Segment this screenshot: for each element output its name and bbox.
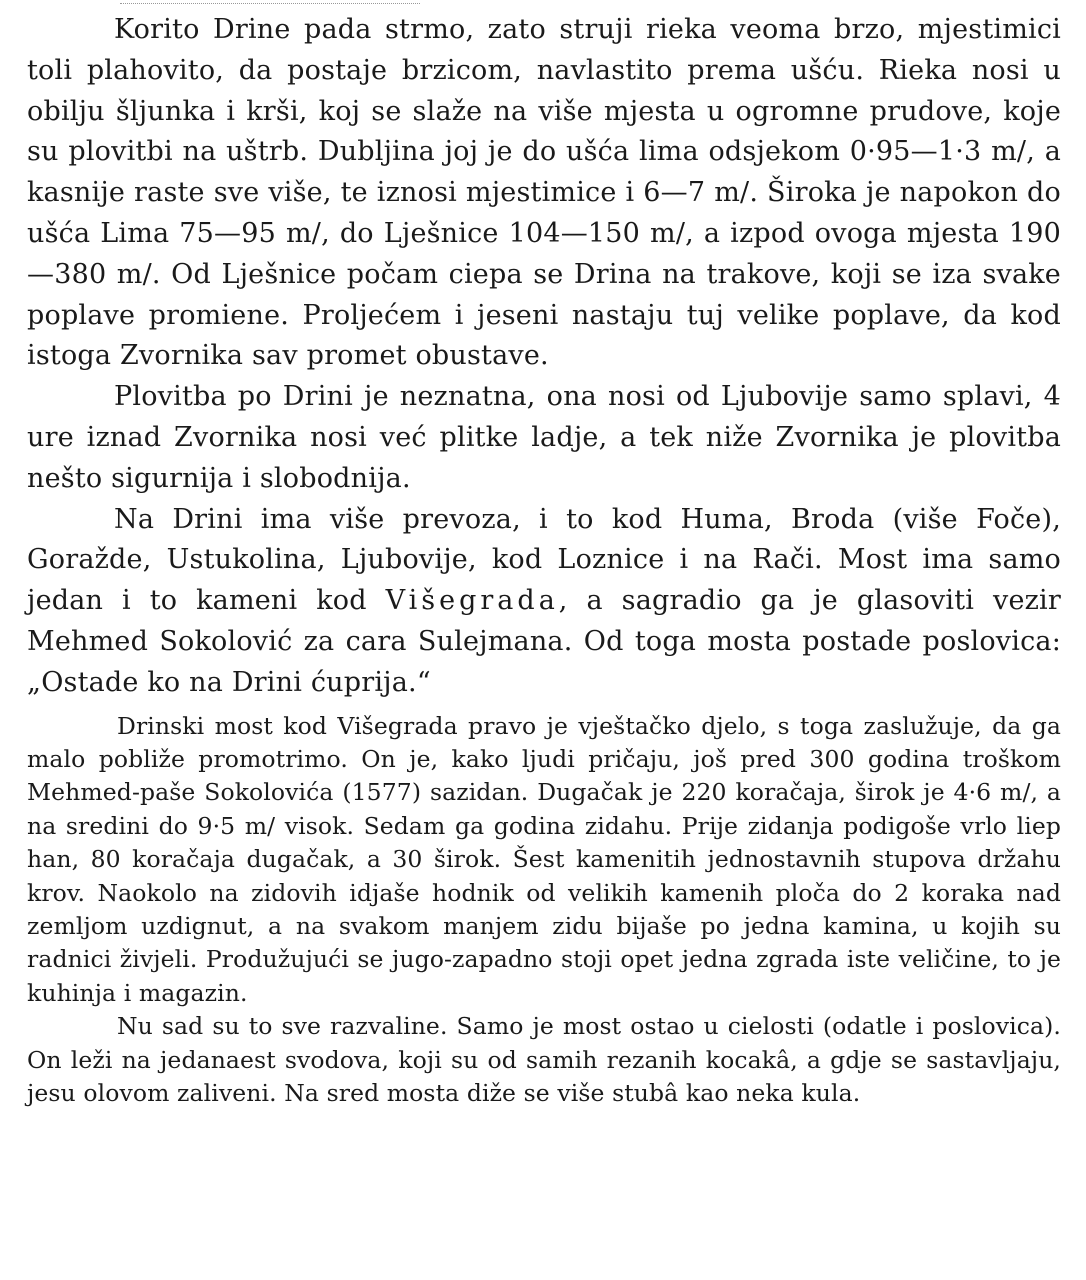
- paragraph-crossings: [27, 500, 1061, 704]
- paragraph-navigation: Plovitba po Drini je neznatna, ona nosi od Ljubovije samo splavi, 4 ure iznad Zvornika nosi već plitke ladje, a tek niže Zvornika je plovitba nešto sigurnija i slobodnija.: [27, 381, 1061, 494]
- paragraph-ruins: Nu sad su to sve razvaline. Samo je most ostao u cielosti (odatle i poslovica). On leži na jedanaest svodova, koji su od samih rezanih kocakâ, a gdje se sastavljaju, jesu olovom zaliveni. Na sred mosta diže se više stubâ kao neka kula.: [27, 1012, 1061, 1108]
- cropped-previous-line: [120, 0, 420, 4]
- paragraph-drina-riverbed: Korito Drine pada strmo, zato struji rieka veoma brzo, mjestimici toli plahovito, da postaje brzicom, navlastito prema ušću. Rieka nosi u obilju šljunka i krši, koj se slaže na više mjesta u ogromne prudove, koje su plovitbi na uštrb. Dubljina joj je do ušća lima odsjekom 0·95—1·3 m/, a kasnije raste sve više, te iznosi mjestimice i 6—7 m/. Široka je napokon do ušća Lima 75—95 m/, do Lješnice 104—150 m/, a izpod ovoga mjesta 190—380 m/. Od Lješnice počam ciepa se Drina na trakove, koji se iza svake poplave promiene. Proljećem i jeseni nastaju tuj velike poplave, da kod istoga Zvornika sav promet obustave.: [27, 14, 1061, 372]
- paragraph-bridge-description: Drinski most kod Višegrada pravo je vještačko djelo, s toga zaslužuje, da ga malo pobliže promotrimo. On je, kako ljudi pričaju, još pred 300 godina troškom Mehmed-paše Sokolovića (1577) sazidan. Dugačak je 220 koračaja, širok je 4·6 m/, a na sredini do 9·5 m/ visok. Sedam ga godina zidahu. Prije zidanja podigoše vrlo liep han, 80 koračaja dugačak, a 30 širok. Šest kamenitih jednostavnih stupova držahu krov. Naokolo na zidovih idjaše hodnik od velikih kamenih ploča do 2 koraka nad zemljom uzdignut, a na svakom manjem zidu bijaše po jedna kamina, u kojih su radnici živjeli. Produžujući se jugo-zapadno stoji opet jedna zgrada iste veličine, to je kuhinja i magazin.: [27, 711, 1061, 1007]
- document-body: [27, 10, 1061, 1110]
- visegrad-spaced-word: Višegrada: [385, 585, 559, 617]
- crossings-text-after: , a sagradio ga je glasoviti vezir Mehmed Sokolović za cara Sulejmana. Od toga mosta postade poslovica: „Ostade ko na Drini ćuprija.“: [27, 585, 1061, 698]
- small-print-section: [27, 710, 1061, 1111]
- crossings-text-before: Na Drini ima više prevoza, i to kod Huma, Broda (više Foče), Goražde, Ustukolina, Ljubovije, kod Loznice i na Rači. Most ima samo jedan i to kameni kod: [27, 503, 1061, 617]
